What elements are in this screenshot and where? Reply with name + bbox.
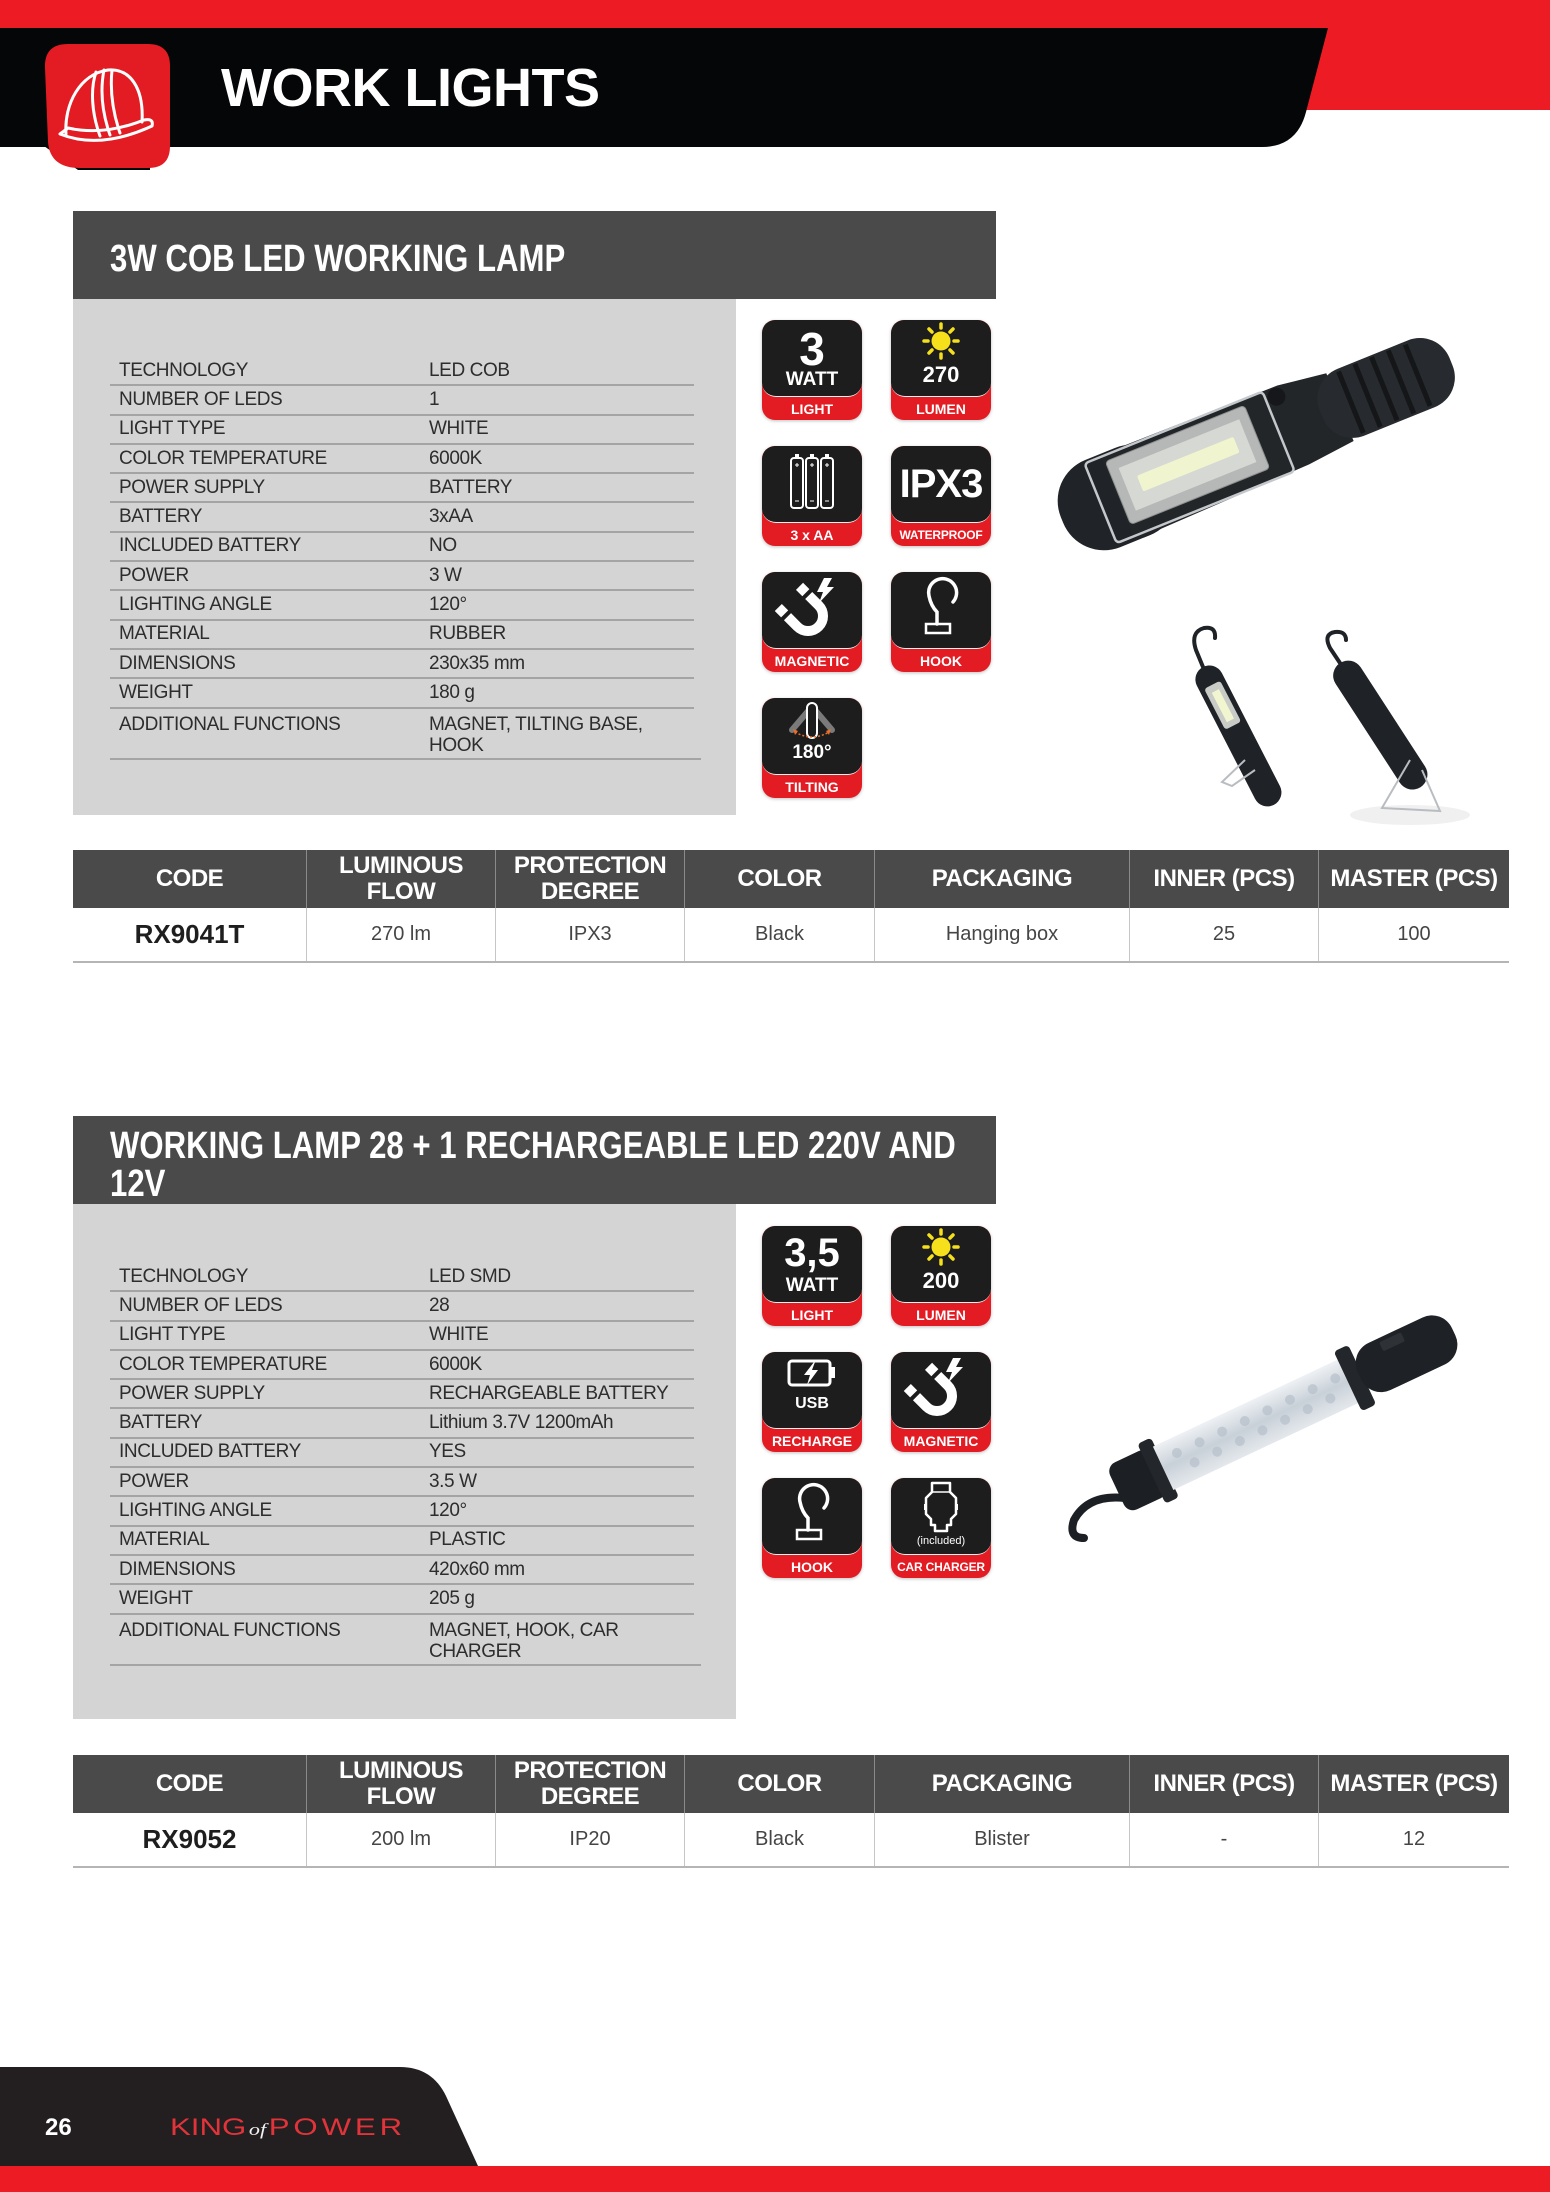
feature-badge-hook <box>891 572 991 672</box>
spec-label: COLOR TEMPERATURE <box>119 447 327 469</box>
spec-value: 180 g <box>429 681 475 703</box>
spec-row <box>110 709 701 760</box>
product-code-table <box>73 1755 1509 1868</box>
feature-badge-lumen <box>891 320 991 420</box>
car-charger-note: (included) <box>916 1535 966 1547</box>
spec-value: 3.5 W <box>429 1470 477 1492</box>
spec-row <box>110 1322 694 1351</box>
cell-inner-pcs: - <box>1130 1813 1319 1867</box>
column-header-code: CODE <box>73 1755 307 1813</box>
cell-protection-degree: IP20 <box>496 1813 685 1867</box>
product-section-rx9041t <box>0 211 1550 971</box>
table-header-row <box>73 1755 1509 1813</box>
car-charger-badge-top <box>891 1478 991 1555</box>
hook-icon <box>891 572 991 648</box>
feature-badge-watt <box>762 320 862 420</box>
cell-master-pcs: 100 <box>1319 908 1510 962</box>
spec-label: LIGHTING ANGLE <box>119 594 272 616</box>
magnet-icon <box>762 572 862 648</box>
spec-value: RUBBER <box>429 623 506 645</box>
product-title-bar <box>73 1116 996 1204</box>
spec-label: WEIGHT <box>119 681 193 703</box>
product-image-cob-lamp-stand <box>1160 610 1480 840</box>
spec-row <box>110 1263 694 1292</box>
page-title: WORK LIGHTS <box>221 58 600 118</box>
spec-row <box>110 357 694 386</box>
cell-color: Black <box>685 908 875 962</box>
spec-row <box>110 591 694 620</box>
feature-badge-lumen <box>891 1226 991 1326</box>
spec-row <box>110 474 694 503</box>
feature-badge-hook <box>762 1478 862 1578</box>
spec-value: 230x35 mm <box>429 652 525 674</box>
magnetic-badge-top <box>762 572 862 649</box>
feature-label: MAGNETIC <box>774 653 850 669</box>
hard-hat-icon <box>40 38 180 178</box>
spec-row <box>110 1556 694 1585</box>
lumen-badge-top <box>891 320 991 397</box>
watt-unit: WATT <box>785 1275 839 1296</box>
usb-badge-top <box>762 1352 862 1429</box>
watt-value: 3 <box>799 323 825 375</box>
spec-row <box>110 650 694 679</box>
spec-label: MATERIAL <box>119 623 210 645</box>
spec-label: NUMBER OF LEDS <box>119 1294 283 1316</box>
spec-label: LIGHT TYPE <box>119 1324 226 1346</box>
lumen-value: 200 <box>922 1268 960 1293</box>
batteries-badge-top <box>762 446 862 523</box>
spec-value: LED SMD <box>429 1265 511 1287</box>
ip-rating-value: IPX3 <box>899 462 983 506</box>
spec-row <box>110 503 694 532</box>
spec-label: LIGHTING ANGLE <box>119 1500 272 1522</box>
spec-value: 6000K <box>429 1353 482 1375</box>
cell-master-pcs: 12 <box>1319 1813 1510 1867</box>
watt-unit: WATT <box>785 369 839 390</box>
hook-badge-top <box>762 1478 862 1555</box>
spec-row <box>110 1527 694 1556</box>
feature-badge-batteries <box>762 446 862 546</box>
column-header-inner-pcs: INNER (PCS) <box>1130 1755 1319 1813</box>
ip-rating-icon <box>891 446 991 523</box>
column-header-packaging: PACKAGING <box>875 1755 1130 1813</box>
cell-packaging: Hanging box <box>875 908 1130 962</box>
feature-badge-magnetic <box>762 572 862 672</box>
cell-luminous-flow: 270 lm <box>307 908 496 962</box>
feature-label: TILTING <box>785 779 839 795</box>
spec-value: 3xAA <box>429 506 473 528</box>
spec-value: 3 W <box>429 564 462 586</box>
brand-power: POWER <box>268 2114 407 2141</box>
spec-label: LIGHT TYPE <box>119 418 226 440</box>
footer-red-band <box>0 2166 1550 2192</box>
spec-label: DIMENSIONS <box>119 1558 236 1580</box>
spec-row <box>110 416 694 445</box>
feature-label: LIGHT <box>791 401 833 417</box>
feature-label: LIGHT <box>791 1307 833 1323</box>
feature-label: HOOK <box>920 653 962 669</box>
product-title: WORKING LAMP 28 + 1 RECHARGEABLE LED 220V AND 12V <box>110 1125 956 1204</box>
column-header-color: COLOR <box>685 850 875 908</box>
column-header-master-pcs: MASTER (PCS) <box>1319 1755 1510 1813</box>
spec-row <box>110 621 694 650</box>
spec-row <box>110 1292 694 1321</box>
spec-row <box>110 1585 694 1614</box>
spec-label: WEIGHT <box>119 1587 193 1609</box>
brand-of: of <box>248 2120 267 2139</box>
spec-value: MAGNET, HOOK, CAR CHARGER <box>429 1619 619 1662</box>
spec-row <box>110 1380 694 1409</box>
spec-value: WHITE <box>429 418 489 440</box>
spec-row <box>110 445 694 474</box>
spec-label: POWER <box>119 564 189 586</box>
spec-value: LED COB <box>429 359 510 381</box>
watt-icon <box>762 1226 862 1303</box>
spec-label: POWER <box>119 1470 189 1492</box>
spec-value: 1 <box>429 388 440 410</box>
usb-battery-icon <box>762 1352 862 1428</box>
lumen-value: 270 <box>922 362 960 387</box>
feature-label: RECHARGE <box>771 1433 853 1449</box>
product-title-bar <box>73 211 996 299</box>
spec-value: BATTERY <box>429 476 513 498</box>
product-image-rechargeable-lamp <box>1050 1300 1470 1550</box>
cell-protection-degree: IPX3 <box>496 908 685 962</box>
product-title: 3W COB LED WORKING LAMP <box>110 238 566 280</box>
page-number: 26 <box>45 2114 72 2141</box>
spec-label: BATTERY <box>119 1412 203 1434</box>
spec-label: TECHNOLOGY <box>119 1265 249 1287</box>
spec-label: INCLUDED BATTERY <box>119 1441 301 1463</box>
magnetic-badge-top <box>891 1352 991 1429</box>
spec-row <box>110 1497 694 1526</box>
lumen-badge-top <box>891 1226 991 1303</box>
spec-label: POWER SUPPLY <box>119 1382 265 1404</box>
usb-text: USB <box>795 1395 829 1412</box>
spec-value: Lithium 3.7V 1200mAh <box>429 1412 614 1434</box>
feature-badge-car-charger <box>891 1478 991 1578</box>
spec-value: YES <box>429 1441 466 1463</box>
hook-badge-top <box>891 572 991 649</box>
spec-label: ADDITIONAL FUNCTIONS <box>119 1619 341 1641</box>
magnet-icon <box>891 1352 991 1428</box>
spec-label: NUMBER OF LEDS <box>119 388 283 410</box>
spec-label: INCLUDED BATTERY <box>119 535 301 557</box>
spec-row <box>110 679 694 708</box>
spec-label: DIMENSIONS <box>119 652 236 674</box>
spec-row <box>110 1351 694 1380</box>
spec-value: 120° <box>429 1500 467 1522</box>
spec-row <box>110 1409 694 1438</box>
spec-value: 120° <box>429 594 467 616</box>
brand-king: KING <box>170 2114 247 2141</box>
feature-badge-watt <box>762 1226 862 1326</box>
table-row <box>73 908 1509 962</box>
feature-badge-usb-recharge <box>762 1352 862 1452</box>
spec-row <box>110 562 694 591</box>
spec-value: MAGNET, TILTING BASE, HOOK <box>429 713 643 756</box>
product-code-table <box>73 850 1509 963</box>
feature-label: HOOK <box>791 1559 833 1575</box>
column-header-protection-degree: PROTECTION DEGREE <box>496 850 685 908</box>
spec-label: ADDITIONAL FUNCTIONS <box>119 713 341 735</box>
product-image-cob-lamp <box>1040 320 1500 580</box>
tilting-badge-top <box>762 698 862 775</box>
feature-label: LUMEN <box>916 1307 966 1323</box>
feature-label: CAR CHARGER <box>897 1560 985 1574</box>
watt-icon <box>762 320 862 397</box>
spec-label: TECHNOLOGY <box>119 359 249 381</box>
spec-value: 420x60 mm <box>429 1558 525 1580</box>
column-header-luminous-flow: LUMINOUS FLOW <box>307 1755 496 1813</box>
column-header-luminous-flow: LUMINOUS FLOW <box>307 850 496 908</box>
spec-value: PLASTIC <box>429 1529 506 1551</box>
cell-packaging: Blister <box>875 1813 1130 1867</box>
cell-luminous-flow: 200 lm <box>307 1813 496 1867</box>
column-header-packaging: PACKAGING <box>875 850 1130 908</box>
spec-value: 205 g <box>429 1587 475 1609</box>
watt-value: 3,5 <box>784 1231 840 1275</box>
feature-icons <box>762 1226 991 1578</box>
table-header-row <box>73 850 1509 908</box>
spec-row <box>110 533 694 562</box>
tilt-value: 180° <box>792 742 832 763</box>
spec-label: COLOR TEMPERATURE <box>119 1353 327 1375</box>
column-header-code: CODE <box>73 850 307 908</box>
brand-logo <box>170 2114 406 2144</box>
product-section-rx9052 <box>0 1116 1550 1876</box>
column-header-inner-pcs: INNER (PCS) <box>1130 850 1319 908</box>
column-header-master-pcs: MASTER (PCS) <box>1319 850 1510 908</box>
hook-icon <box>762 1478 862 1554</box>
spec-row <box>110 1615 701 1666</box>
spec-label: BATTERY <box>119 506 203 528</box>
spec-row <box>110 386 694 415</box>
cell-color: Black <box>685 1813 875 1867</box>
spec-label: MATERIAL <box>119 1529 210 1551</box>
column-header-protection-degree: PROTECTION DEGREE <box>496 1755 685 1813</box>
feature-label: 3 x AA <box>790 527 834 543</box>
spec-row <box>110 1468 694 1497</box>
feature-badge-magnetic <box>891 1352 991 1452</box>
feature-label: MAGNETIC <box>903 1433 979 1449</box>
spec-value: NO <box>429 535 457 557</box>
table-row <box>73 1813 1509 1867</box>
spec-value: WHITE <box>429 1324 489 1346</box>
spec-row <box>110 1439 694 1468</box>
spec-label: POWER SUPPLY <box>119 476 265 498</box>
spec-value: RECHARGEABLE BATTERY <box>429 1382 669 1404</box>
feature-badge-tilting <box>762 698 862 798</box>
spec-value: 6000K <box>429 447 482 469</box>
feature-icons <box>762 320 991 798</box>
feature-label: WATERPROOF <box>899 528 983 542</box>
feature-label: LUMEN <box>916 401 966 417</box>
cell-inner-pcs: 25 <box>1130 908 1319 962</box>
spec-table <box>110 1263 694 1666</box>
feature-badge-ip-rating <box>891 446 991 546</box>
cell-code: RX9052 <box>73 1813 307 1867</box>
column-header-color: COLOR <box>685 1755 875 1813</box>
aa-batteries-icon <box>762 446 862 522</box>
cell-code: RX9041T <box>73 908 307 962</box>
spec-value: 28 <box>429 1294 450 1316</box>
spec-table <box>110 357 694 760</box>
